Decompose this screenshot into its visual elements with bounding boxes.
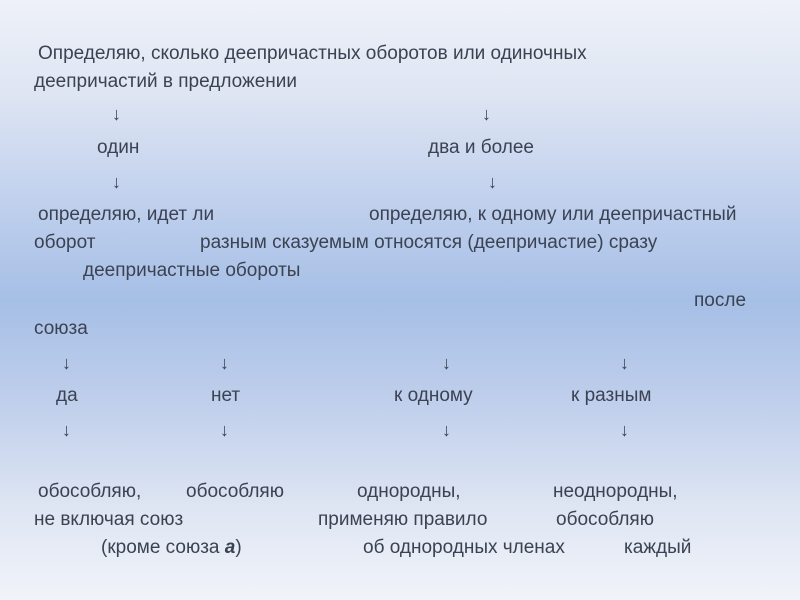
arrow-down-icon: ↓: [220, 420, 229, 440]
arrow-down-icon: ↓: [112, 172, 121, 192]
word-after: после: [694, 290, 747, 311]
arrow-down-icon: ↓: [220, 353, 229, 373]
arrow-down-icon: ↓: [620, 353, 629, 373]
result-a-line-3-post: ): [235, 537, 242, 558]
result-d-line-3: каждый: [624, 537, 692, 558]
result-b-line-1: обособляю: [186, 481, 284, 502]
option-to-one: к одному: [394, 385, 473, 406]
step-line-3: деепричастные обороты: [83, 260, 301, 281]
result-a-line-3: [101, 536, 242, 560]
option-one: один: [97, 137, 140, 158]
option-to-different: к разным: [571, 385, 652, 406]
header-line-2: деепричастий в предложении: [34, 71, 297, 92]
arrow-down-icon: ↓: [112, 104, 121, 124]
arrow-down-icon: ↓: [620, 420, 629, 440]
arrow-down-icon: ↓: [442, 353, 451, 373]
result-d-line-2: обособляю: [556, 509, 654, 530]
step-check-union-left: определяю, идет ли: [38, 204, 215, 225]
arrow-down-icon: ↓: [488, 172, 497, 192]
result-c-line-1: однородны,: [357, 481, 461, 502]
option-two-or-more: два и более: [428, 137, 534, 158]
word-union: союза: [34, 318, 88, 339]
step-check-predicate-right: определяю, к одному или деепричастный: [369, 204, 737, 225]
union-letter: а: [224, 537, 236, 558]
arrow-down-icon: ↓: [482, 104, 491, 124]
step-right-line-2: разным сказуемым относятся (деепричастие) сразу: [200, 232, 658, 253]
arrow-down-icon: ↓: [62, 353, 71, 373]
result-a-line-3-pre: (кроме союза: [101, 537, 225, 558]
arrow-down-icon: ↓: [442, 420, 451, 440]
result-a-line-1: обособляю,: [38, 481, 142, 502]
arrow-down-icon: ↓: [62, 420, 71, 440]
header-line-1: Определяю, сколько деепричастных оборотов или одиночных: [38, 43, 587, 64]
option-yes: да: [56, 385, 78, 406]
option-no: нет: [211, 385, 241, 406]
step-left-line-2: оборот: [34, 232, 96, 253]
result-c-line-2: применяю правило: [318, 509, 488, 530]
result-c-line-3: об однородных членах: [363, 537, 565, 558]
result-a-line-2: не включая союз: [34, 509, 184, 530]
result-d-line-1: неоднородны,: [553, 481, 678, 502]
